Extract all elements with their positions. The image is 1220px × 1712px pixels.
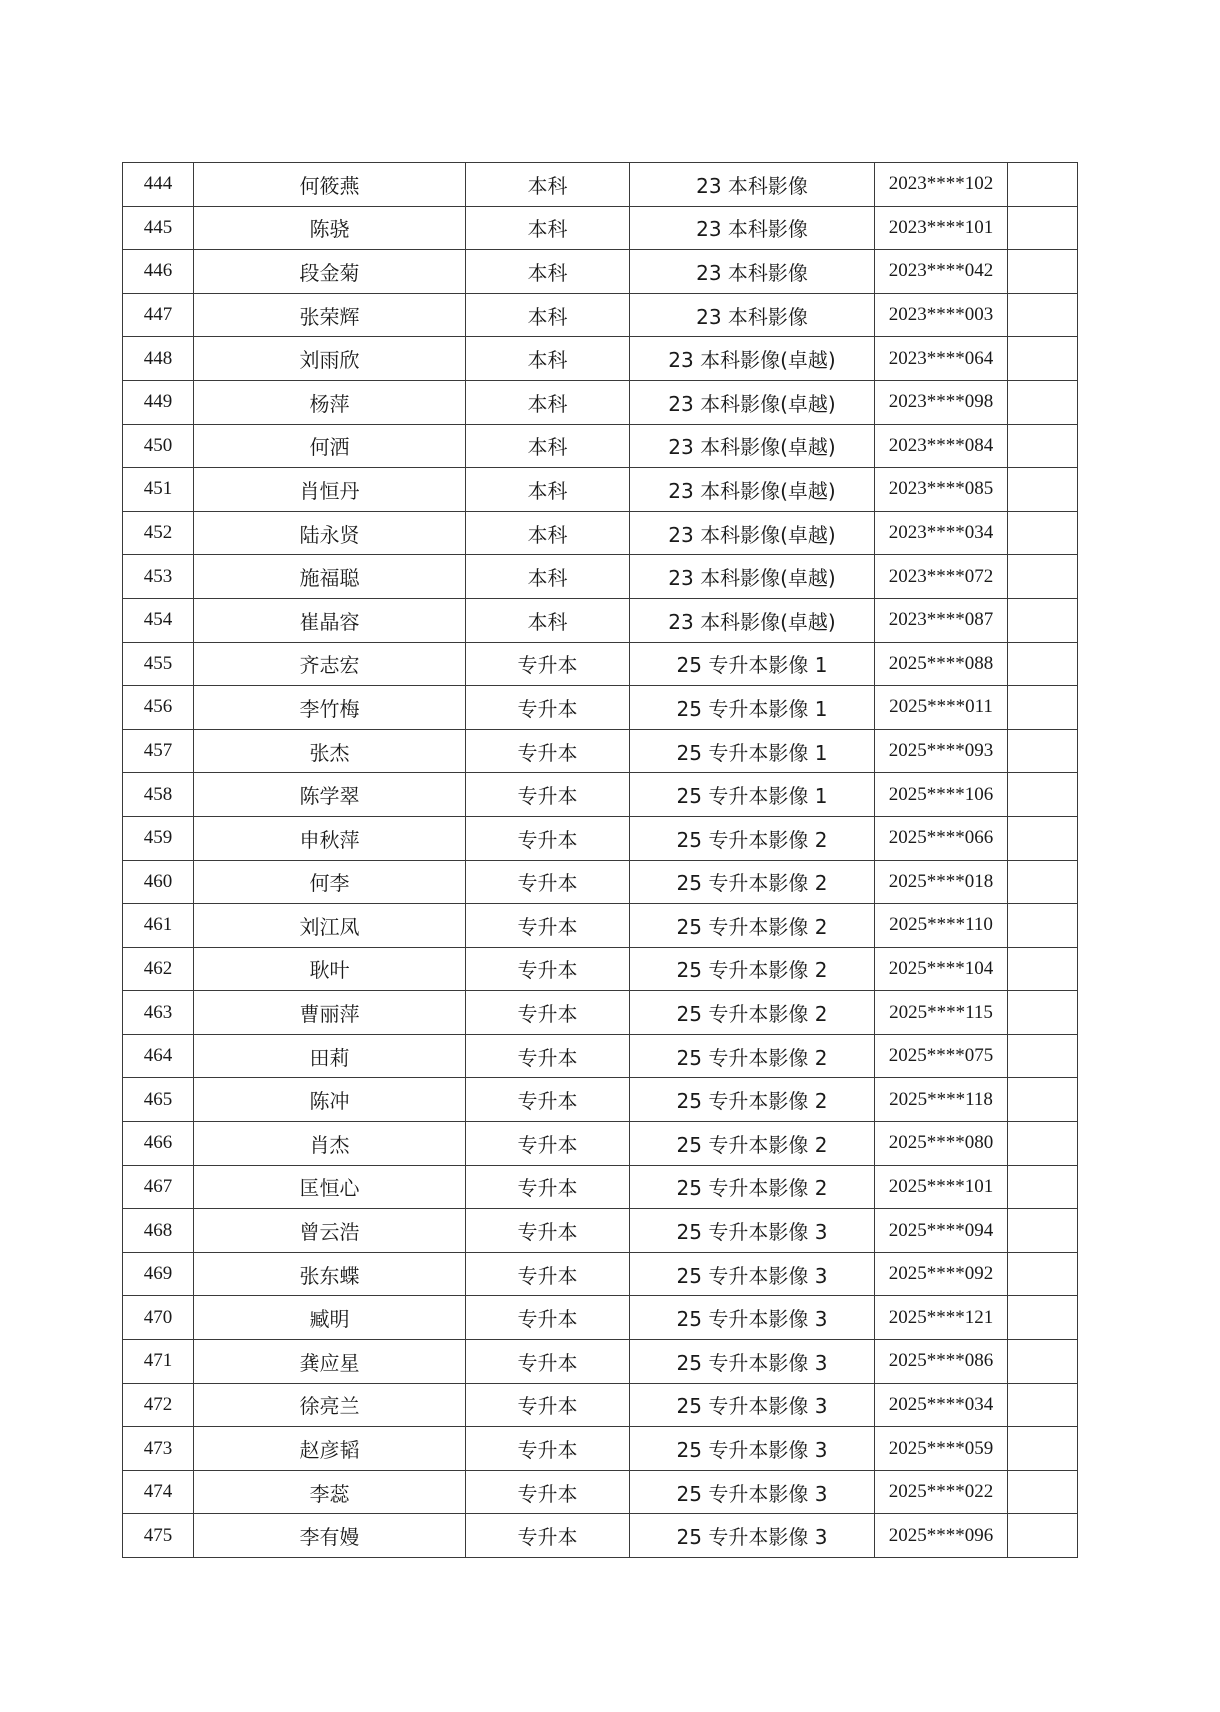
- student-id-cell: 2025****094: [875, 1209, 1008, 1253]
- program-type-cell: 本科: [466, 337, 630, 381]
- student-name-cell: 施福聪: [194, 555, 466, 599]
- class-name-cell: 25 专升本影像 2: [630, 1165, 875, 1209]
- student-name-cell: 陆永贤: [194, 511, 466, 555]
- row-number-cell: 450: [123, 424, 194, 468]
- remark-cell: [1008, 1122, 1078, 1166]
- student-id-cell: 2025****110: [875, 904, 1008, 948]
- student-id-cell: 2025****075: [875, 1034, 1008, 1078]
- table-row: [123, 904, 1078, 948]
- student-id-cell: 2025****022: [875, 1470, 1008, 1514]
- table-row: [123, 206, 1078, 250]
- row-number-cell: 466: [123, 1122, 194, 1166]
- class-name-cell: 25 专升本影像 1: [630, 729, 875, 773]
- program-type-cell: 专升本: [466, 773, 630, 817]
- program-type-cell: 本科: [466, 293, 630, 337]
- student-name-cell: 陈学翠: [194, 773, 466, 817]
- student-id-cell: 2023****102: [875, 163, 1008, 207]
- table-row: [123, 1252, 1078, 1296]
- program-type-cell: 专升本: [466, 1165, 630, 1209]
- class-name-cell: 25 专升本影像 3: [630, 1383, 875, 1427]
- student-id-cell: 2025****018: [875, 860, 1008, 904]
- student-id-cell: 2025****093: [875, 729, 1008, 773]
- table-row: [123, 686, 1078, 730]
- table-row: [123, 1340, 1078, 1384]
- class-name-cell: 23 本科影像: [630, 206, 875, 250]
- row-number-cell: 444: [123, 163, 194, 207]
- table-row: [123, 337, 1078, 381]
- row-number-cell: 445: [123, 206, 194, 250]
- student-name-cell: 匡恒心: [194, 1165, 466, 1209]
- student-name-cell: 刘江凤: [194, 904, 466, 948]
- row-number-cell: 472: [123, 1383, 194, 1427]
- row-number-cell: 471: [123, 1340, 194, 1384]
- program-type-cell: 本科: [466, 511, 630, 555]
- row-number-cell: 453: [123, 555, 194, 599]
- program-type-cell: 专升本: [466, 991, 630, 1035]
- remark-cell: [1008, 1078, 1078, 1122]
- program-type-cell: 专升本: [466, 1209, 630, 1253]
- student-id-cell: 2023****085: [875, 468, 1008, 512]
- remark-cell: [1008, 1165, 1078, 1209]
- class-name-cell: 25 专升本影像 2: [630, 904, 875, 948]
- student-name-cell: 田莉: [194, 1034, 466, 1078]
- student-name-cell: 徐亮兰: [194, 1383, 466, 1427]
- table-row: [123, 380, 1078, 424]
- remark-cell: [1008, 555, 1078, 599]
- remark-cell: [1008, 293, 1078, 337]
- program-type-cell: 本科: [466, 555, 630, 599]
- row-number-cell: 458: [123, 773, 194, 817]
- row-number-cell: 451: [123, 468, 194, 512]
- table-row: [123, 163, 1078, 207]
- student-id-cell: 2025****080: [875, 1122, 1008, 1166]
- remark-cell: [1008, 206, 1078, 250]
- program-type-cell: 专升本: [466, 904, 630, 948]
- table-row: [123, 1514, 1078, 1558]
- class-name-cell: 25 专升本影像 3: [630, 1514, 875, 1558]
- student-name-cell: 李竹梅: [194, 686, 466, 730]
- row-number-cell: 448: [123, 337, 194, 381]
- class-name-cell: 25 专升本影像 1: [630, 773, 875, 817]
- table-row: [123, 860, 1078, 904]
- remark-cell: [1008, 1209, 1078, 1253]
- class-name-cell: 23 本科影像: [630, 163, 875, 207]
- remark-cell: [1008, 598, 1078, 642]
- student-name-cell: 何洒: [194, 424, 466, 468]
- remark-cell: [1008, 250, 1078, 294]
- row-number-cell: 452: [123, 511, 194, 555]
- student-id-cell: 2025****096: [875, 1514, 1008, 1558]
- remark-cell: [1008, 1470, 1078, 1514]
- student-id-cell: 2025****115: [875, 991, 1008, 1035]
- student-id-cell: 2025****104: [875, 947, 1008, 991]
- student-name-cell: 李蕊: [194, 1470, 466, 1514]
- student-name-cell: 张杰: [194, 729, 466, 773]
- class-name-cell: 25 专升本影像 2: [630, 1122, 875, 1166]
- remark-cell: [1008, 860, 1078, 904]
- student-name-cell: 齐志宏: [194, 642, 466, 686]
- student-name-cell: 曹丽萍: [194, 991, 466, 1035]
- student-name-cell: 何筱燕: [194, 163, 466, 207]
- remark-cell: [1008, 337, 1078, 381]
- student-name-cell: 张东蝶: [194, 1252, 466, 1296]
- table-row: [123, 1383, 1078, 1427]
- student-name-cell: 肖恒丹: [194, 468, 466, 512]
- program-type-cell: 专升本: [466, 729, 630, 773]
- program-type-cell: 本科: [466, 380, 630, 424]
- row-number-cell: 459: [123, 816, 194, 860]
- student-id-cell: 2025****088: [875, 642, 1008, 686]
- table-row: [123, 1078, 1078, 1122]
- row-number-cell: 455: [123, 642, 194, 686]
- program-type-cell: 专升本: [466, 1252, 630, 1296]
- row-number-cell: 462: [123, 947, 194, 991]
- program-type-cell: 专升本: [466, 1122, 630, 1166]
- remark-cell: [1008, 424, 1078, 468]
- student-name-cell: 赵彦韬: [194, 1427, 466, 1471]
- student-roster-table: [122, 162, 1078, 1558]
- class-name-cell: 25 专升本影像 2: [630, 860, 875, 904]
- table-row: [123, 729, 1078, 773]
- remark-cell: [1008, 163, 1078, 207]
- student-name-cell: 龚应星: [194, 1340, 466, 1384]
- student-id-cell: 2025****086: [875, 1340, 1008, 1384]
- remark-cell: [1008, 511, 1078, 555]
- student-name-cell: 曾云浩: [194, 1209, 466, 1253]
- class-name-cell: 25 专升本影像 3: [630, 1209, 875, 1253]
- row-number-cell: 473: [123, 1427, 194, 1471]
- table-row: [123, 1209, 1078, 1253]
- class-name-cell: 25 专升本影像 3: [630, 1252, 875, 1296]
- student-id-cell: 2023****003: [875, 293, 1008, 337]
- remark-cell: [1008, 991, 1078, 1035]
- student-id-cell: 2025****106: [875, 773, 1008, 817]
- program-type-cell: 专升本: [466, 642, 630, 686]
- remark-cell: [1008, 1383, 1078, 1427]
- student-id-cell: 2025****118: [875, 1078, 1008, 1122]
- student-id-cell: 2023****101: [875, 206, 1008, 250]
- program-type-cell: 专升本: [466, 1340, 630, 1384]
- student-id-cell: 2023****042: [875, 250, 1008, 294]
- class-name-cell: 23 本科影像(卓越): [630, 337, 875, 381]
- row-number-cell: 460: [123, 860, 194, 904]
- remark-cell: [1008, 1340, 1078, 1384]
- student-name-cell: 陈冲: [194, 1078, 466, 1122]
- program-type-cell: 专升本: [466, 1296, 630, 1340]
- row-number-cell: 467: [123, 1165, 194, 1209]
- table-row: [123, 773, 1078, 817]
- student-id-cell: 2023****064: [875, 337, 1008, 381]
- row-number-cell: 469: [123, 1252, 194, 1296]
- table-row: [123, 1034, 1078, 1078]
- student-id-cell: 2023****034: [875, 511, 1008, 555]
- student-id-cell: 2025****011: [875, 686, 1008, 730]
- class-name-cell: 23 本科影像(卓越): [630, 511, 875, 555]
- student-name-cell: 张荣辉: [194, 293, 466, 337]
- student-id-cell: 2025****092: [875, 1252, 1008, 1296]
- program-type-cell: 本科: [466, 206, 630, 250]
- class-name-cell: 23 本科影像(卓越): [630, 380, 875, 424]
- class-name-cell: 23 本科影像(卓越): [630, 424, 875, 468]
- class-name-cell: 25 专升本影像 3: [630, 1296, 875, 1340]
- remark-cell: [1008, 947, 1078, 991]
- program-type-cell: 专升本: [466, 816, 630, 860]
- class-name-cell: 25 专升本影像 2: [630, 1078, 875, 1122]
- student-name-cell: 杨萍: [194, 380, 466, 424]
- remark-cell: [1008, 380, 1078, 424]
- table-row: [123, 468, 1078, 512]
- row-number-cell: 446: [123, 250, 194, 294]
- program-type-cell: 专升本: [466, 1078, 630, 1122]
- roster-body: [123, 163, 1078, 1558]
- program-type-cell: 专升本: [466, 1427, 630, 1471]
- student-name-cell: 崔晶容: [194, 598, 466, 642]
- student-name-cell: 陈骁: [194, 206, 466, 250]
- class-name-cell: 25 专升本影像 3: [630, 1427, 875, 1471]
- student-id-cell: 2023****087: [875, 598, 1008, 642]
- row-number-cell: 461: [123, 904, 194, 948]
- remark-cell: [1008, 1427, 1078, 1471]
- program-type-cell: 专升本: [466, 686, 630, 730]
- table-row: [123, 511, 1078, 555]
- student-name-cell: 申秋萍: [194, 816, 466, 860]
- remark-cell: [1008, 1034, 1078, 1078]
- row-number-cell: 464: [123, 1034, 194, 1078]
- row-number-cell: 449: [123, 380, 194, 424]
- row-number-cell: 454: [123, 598, 194, 642]
- student-id-cell: 2025****121: [875, 1296, 1008, 1340]
- remark-cell: [1008, 729, 1078, 773]
- table-row: [123, 1122, 1078, 1166]
- program-type-cell: 专升本: [466, 947, 630, 991]
- program-type-cell: 专升本: [466, 1470, 630, 1514]
- row-number-cell: 475: [123, 1514, 194, 1558]
- row-number-cell: 456: [123, 686, 194, 730]
- program-type-cell: 专升本: [466, 1383, 630, 1427]
- remark-cell: [1008, 1296, 1078, 1340]
- remark-cell: [1008, 904, 1078, 948]
- remark-cell: [1008, 1252, 1078, 1296]
- class-name-cell: 25 专升本影像 3: [630, 1340, 875, 1384]
- class-name-cell: 23 本科影像: [630, 250, 875, 294]
- remark-cell: [1008, 1514, 1078, 1558]
- row-number-cell: 468: [123, 1209, 194, 1253]
- class-name-cell: 23 本科影像: [630, 293, 875, 337]
- class-name-cell: 23 本科影像(卓越): [630, 598, 875, 642]
- student-id-cell: 2023****098: [875, 380, 1008, 424]
- table-row: [123, 1296, 1078, 1340]
- row-number-cell: 457: [123, 729, 194, 773]
- row-number-cell: 470: [123, 1296, 194, 1340]
- class-name-cell: 23 本科影像(卓越): [630, 555, 875, 599]
- student-id-cell: 2023****084: [875, 424, 1008, 468]
- table-row: [123, 598, 1078, 642]
- remark-cell: [1008, 468, 1078, 512]
- remark-cell: [1008, 642, 1078, 686]
- student-name-cell: 李有嫚: [194, 1514, 466, 1558]
- student-id-cell: 2025****034: [875, 1383, 1008, 1427]
- table-row: [123, 250, 1078, 294]
- student-id-cell: 2025****066: [875, 816, 1008, 860]
- student-id-cell: 2025****101: [875, 1165, 1008, 1209]
- row-number-cell: 463: [123, 991, 194, 1035]
- class-name-cell: 25 专升本影像 1: [630, 686, 875, 730]
- program-type-cell: 本科: [466, 163, 630, 207]
- class-name-cell: 25 专升本影像 2: [630, 947, 875, 991]
- class-name-cell: 25 专升本影像 2: [630, 816, 875, 860]
- table-row: [123, 1470, 1078, 1514]
- table-row: [123, 1427, 1078, 1471]
- table-row: [123, 1165, 1078, 1209]
- student-name-cell: 臧明: [194, 1296, 466, 1340]
- remark-cell: [1008, 773, 1078, 817]
- class-name-cell: 25 专升本影像 3: [630, 1470, 875, 1514]
- row-number-cell: 474: [123, 1470, 194, 1514]
- program-type-cell: 本科: [466, 468, 630, 512]
- student-name-cell: 刘雨欣: [194, 337, 466, 381]
- program-type-cell: 本科: [466, 598, 630, 642]
- program-type-cell: 专升本: [466, 860, 630, 904]
- student-id-cell: 2023****072: [875, 555, 1008, 599]
- table-row: [123, 947, 1078, 991]
- remark-cell: [1008, 686, 1078, 730]
- program-type-cell: 专升本: [466, 1034, 630, 1078]
- program-type-cell: 本科: [466, 424, 630, 468]
- program-type-cell: 本科: [466, 250, 630, 294]
- table-row: [123, 293, 1078, 337]
- class-name-cell: 25 专升本影像 2: [630, 1034, 875, 1078]
- table-row: [123, 424, 1078, 468]
- table-row: [123, 991, 1078, 1035]
- student-name-cell: 段金菊: [194, 250, 466, 294]
- student-id-cell: 2025****059: [875, 1427, 1008, 1471]
- student-name-cell: 肖杰: [194, 1122, 466, 1166]
- class-name-cell: 23 本科影像(卓越): [630, 468, 875, 512]
- program-type-cell: 专升本: [466, 1514, 630, 1558]
- student-name-cell: 何李: [194, 860, 466, 904]
- class-name-cell: 25 专升本影像 1: [630, 642, 875, 686]
- remark-cell: [1008, 816, 1078, 860]
- row-number-cell: 447: [123, 293, 194, 337]
- student-name-cell: 耿叶: [194, 947, 466, 991]
- table-row: [123, 816, 1078, 860]
- table-row: [123, 555, 1078, 599]
- class-name-cell: 25 专升本影像 2: [630, 991, 875, 1035]
- table-row: [123, 642, 1078, 686]
- row-number-cell: 465: [123, 1078, 194, 1122]
